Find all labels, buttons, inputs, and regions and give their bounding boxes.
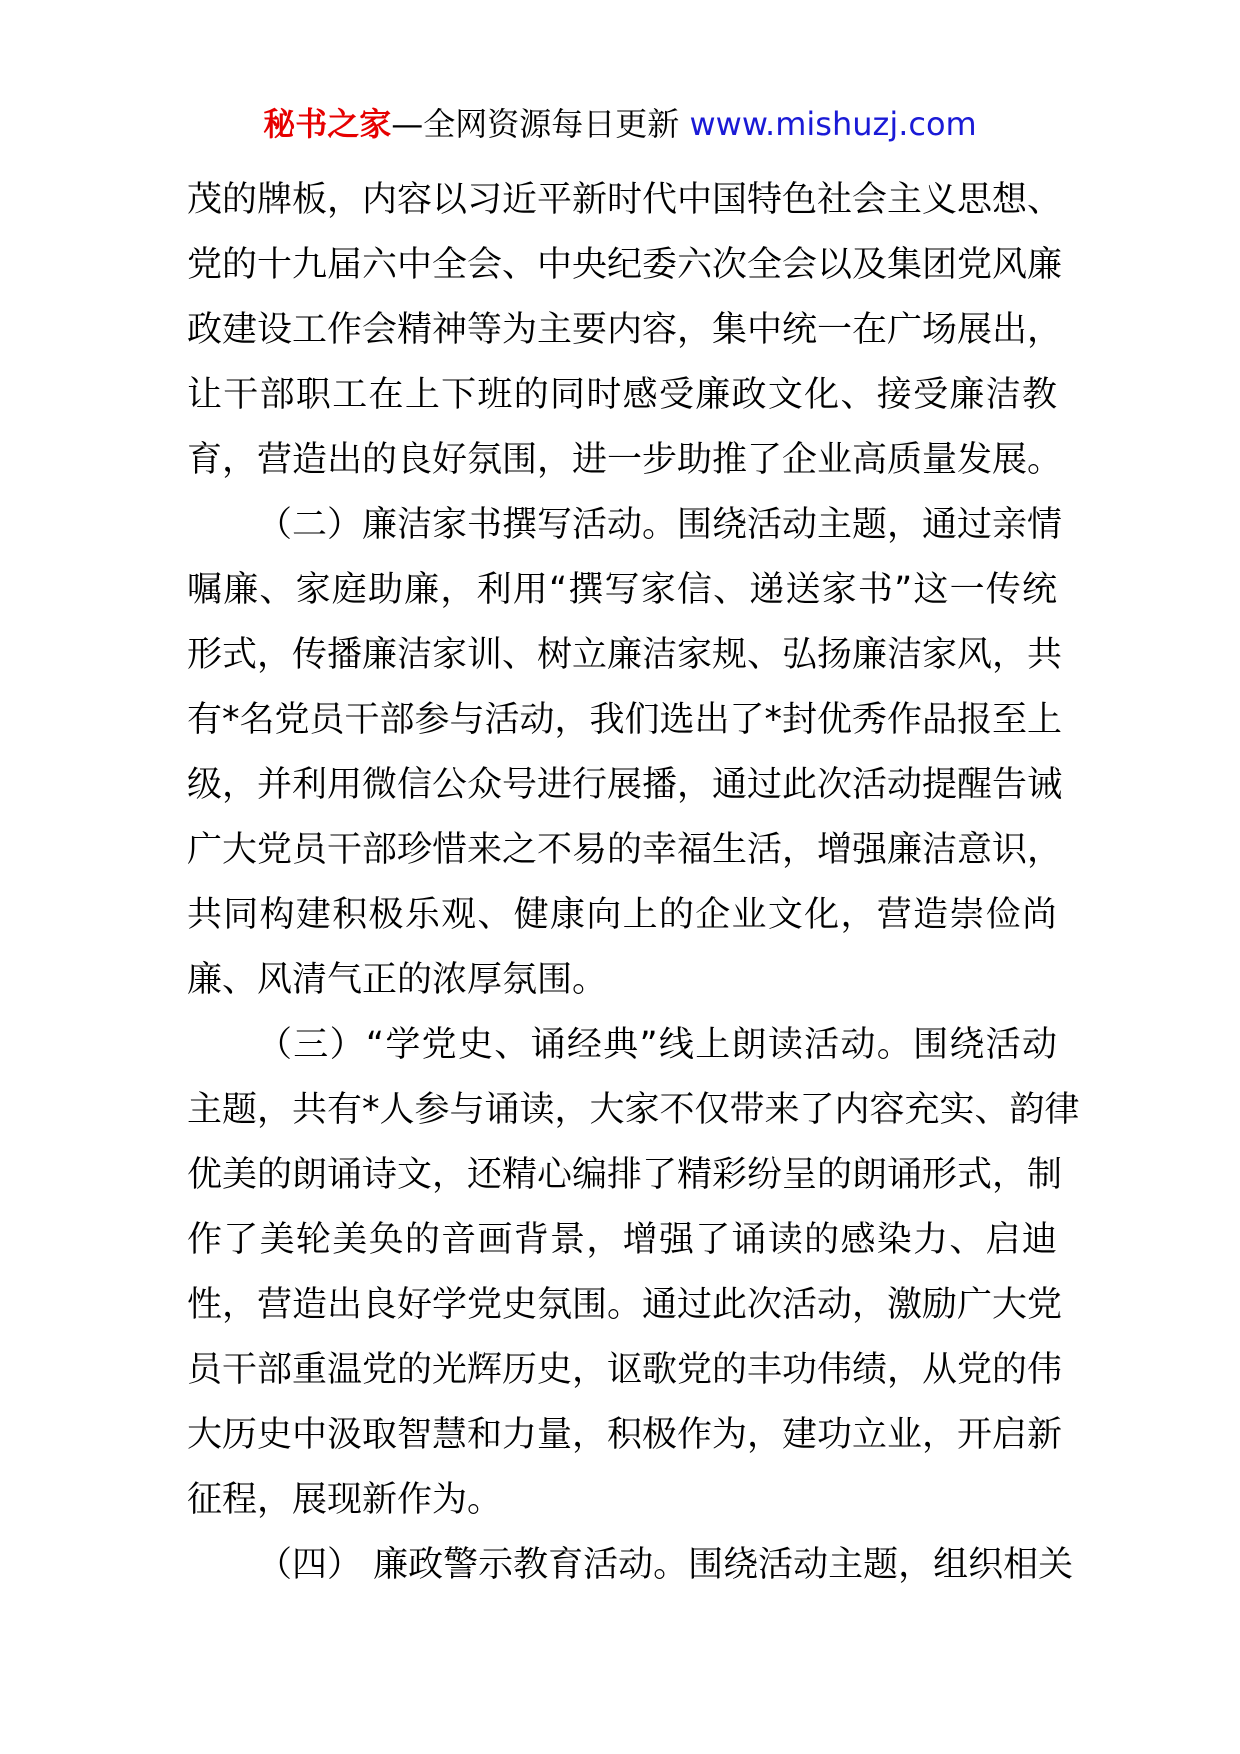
text-line: 性，营造出良好学党史氛围。通过此次活动，激励广大党 [187, 1285, 1063, 1325]
text-line: 形式，传播廉洁家训、树立廉洁家规、弘扬廉洁家风，共 [187, 635, 1063, 675]
text-line: 员干部重温党的光辉历史，讴歌党的丰功伟绩，从党的伟 [187, 1350, 1063, 1390]
section-heading-line: （三）“学党史、诵经典”线上朗读活动。围绕活动 [257, 1025, 1057, 1065]
header-tagline: —全网资源每日更新 [391, 105, 690, 143]
text-line: 共同构建积极乐观、健康向上的企业文化，营造崇俭尚 [187, 895, 1057, 935]
text-line: 有*名党员干部参与活动，我们选出了*封优秀作品报至上 [187, 700, 1063, 740]
text-line: 茂的牌板，内容以习近平新时代中国特色社会主义思想、 [187, 180, 1063, 220]
text-line: 嘱廉、家庭助廉，利用“撰写家信、递送家书”这一传统 [187, 570, 1057, 610]
site-header [0, 100, 1240, 148]
text-line: 政建设工作会精神等为主要内容，集中统一在广场展出， [187, 310, 1063, 350]
section-heading-line: （二）廉洁家书撰写活动。围绕活动主题，通过亲情 [257, 505, 1063, 545]
text-line: 党的十九届六中全会、中央纪委六次全会以及集团党风廉 [187, 245, 1063, 285]
site-url: www.mishuzj.com [689, 105, 977, 143]
text-line: 优美的朗诵诗文，还精心编排了精彩纷呈的朗诵形式，制 [187, 1155, 1063, 1195]
document-body [187, 168, 1080, 1598]
text-line: 征程，展现新作为。 [187, 1480, 503, 1520]
text-line: 廉、风清气正的浓厚氛围。 [187, 960, 608, 1000]
section-heading-line: （四） 廉政警示教育活动。围绕活动主题，组织相关 [257, 1545, 1074, 1585]
brand-name: 秘书之家 [263, 105, 392, 143]
text-line: 主题，共有*人参与诵读，大家不仅带来了内容充实、韵律 [187, 1090, 1080, 1130]
text-line: 育，营造出的良好氛围，进一步助推了企业高质量发展。 [187, 440, 1063, 480]
text-line: 大历史中汲取智慧和力量，积极作为，建功立业，开启新 [187, 1415, 1063, 1455]
text-line: 让干部职工在上下班的同时感受廉政文化、接受廉洁教 [187, 375, 1057, 415]
text-line: 级，并利用微信公众号进行展播，通过此次活动提醒告诫 [187, 765, 1063, 805]
text-line: 广大党员干部珍惜来之不易的幸福生活，增强廉洁意识， [187, 830, 1063, 870]
text-line: 作了美轮美奂的音画背景，增强了诵读的感染力、启迪 [187, 1220, 1057, 1260]
